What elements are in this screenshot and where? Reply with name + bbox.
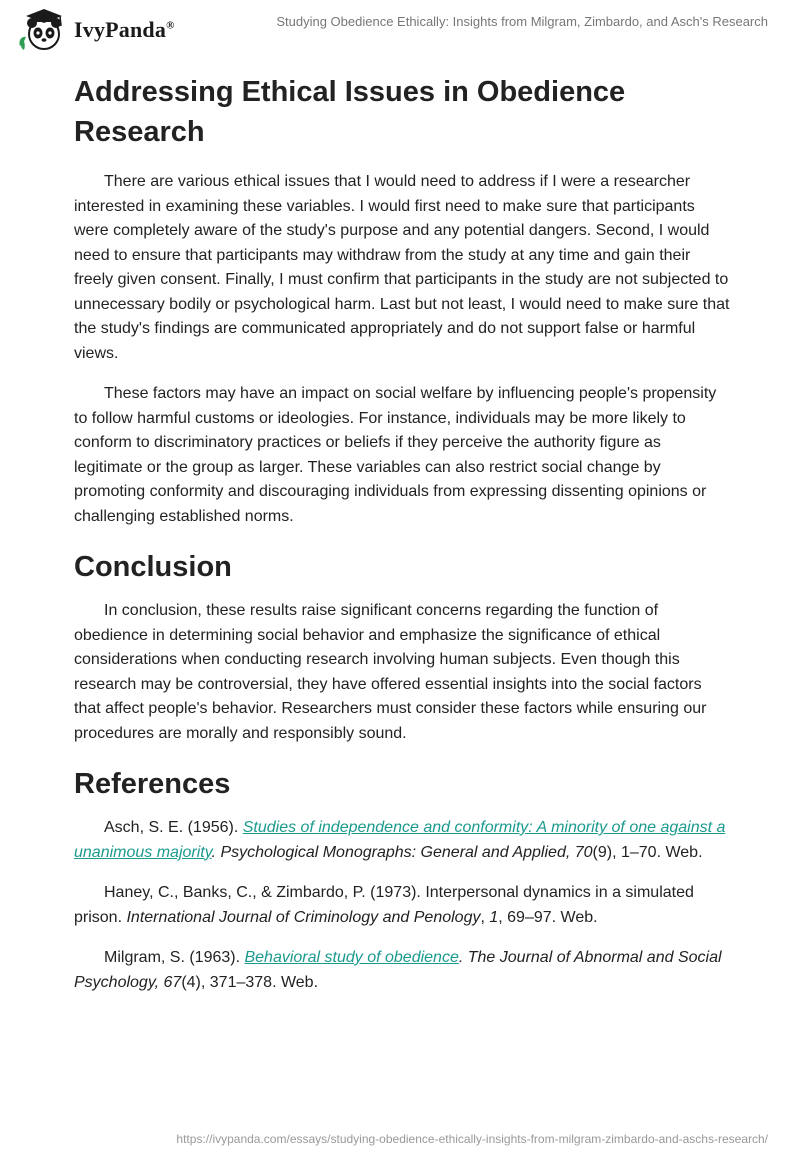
document-title: Studying Obedience Ethically: Insights from Milgram, Zimbardo, and Asch's Research bbox=[276, 14, 768, 29]
reference-item: Milgram, S. (1963). Behavioral study of obedience. The Journal of Abnormal and Social Psychology, 67(4), 371–378. Web. bbox=[74, 949, 722, 991]
reference-link[interactable]: Behavioral study of obedience bbox=[244, 949, 459, 966]
section-heading-conclusion: Conclusion bbox=[74, 551, 232, 583]
reference-item: Asch, S. E. (1956). Studies of independence and conformity: A minority of one against a unanimous majority. Psychological Monographs: General and Applied, 70(9), 1–70. Web. bbox=[74, 819, 726, 861]
paragraph: These factors may have an impact on social welfare by influencing people's propensity to follow harmful customs or ideologies. For instance, individuals may be more likely to conform to discriminatory practices or beliefs if they perceive the authority figure as legitimate or the group as larger. These variables can also restrict social change by promoting conformity and discouraging individuals from expressing dissenting opinions or challenging established norms. bbox=[74, 385, 717, 525]
page-url: https://ivypanda.com/essays/studying-obedience-ethically-insights-from-milgram-zimbardo-and-aschs-research/ bbox=[176, 1132, 768, 1146]
journal-name: The Journal of Abnormal and Social Psychology, 67 bbox=[74, 949, 722, 991]
reference-link[interactable]: Studies of independence and conformity: A minority of one against a unanimous majority bbox=[74, 819, 726, 861]
reference-item: Haney, C., Banks, C., & Zimbardo, P. (1973). Interpersonal dynamics in a simulated prison. International Journal of Criminology and Penology, 1, 69–97. Web. bbox=[74, 884, 694, 926]
paragraph: In conclusion, these results raise significant concerns regarding the function of obedience in determining social behavior and emphasize the significance of ethical considerations when conducting research involving human subjects. Even though this research may be controversial, they have offered essential insights into the social factors that affect people's behavior. Researchers must consider these factors while ensuring our procedures are morally and responsibly sound. bbox=[74, 602, 707, 742]
section-heading-ethical-issues: Addressing Ethical Issues in Obedience Research bbox=[74, 76, 626, 148]
ivypanda-logo[interactable] bbox=[14, 6, 175, 54]
journal-name: International Journal of Criminology and Penology bbox=[126, 908, 481, 926]
page-header bbox=[0, 0, 800, 56]
brand-name: IvyPanda® bbox=[74, 17, 175, 42]
essay-content bbox=[74, 72, 730, 1011]
journal-name: Psychological Monographs: General and Applied, 70 bbox=[220, 843, 593, 861]
section-heading-references: References bbox=[74, 768, 231, 800]
panda-logo-icon bbox=[14, 6, 72, 54]
paragraph: There are various ethical issues that I would need to address if I were a researcher interested in examining these variables. I would first need to make sure that participants were completely aware of the study's purpose and any potential dangers. Second, I would need to ensure that participants may withdraw from the study at any time and gain their freely given consent. Finally, I must confirm that participants in the study are not subjected to unnecessary bodily or psychological harm. Last but not least, I would need to make sure that the study's findings are communicated appropriately and do not support false or harmful views. bbox=[74, 173, 730, 362]
